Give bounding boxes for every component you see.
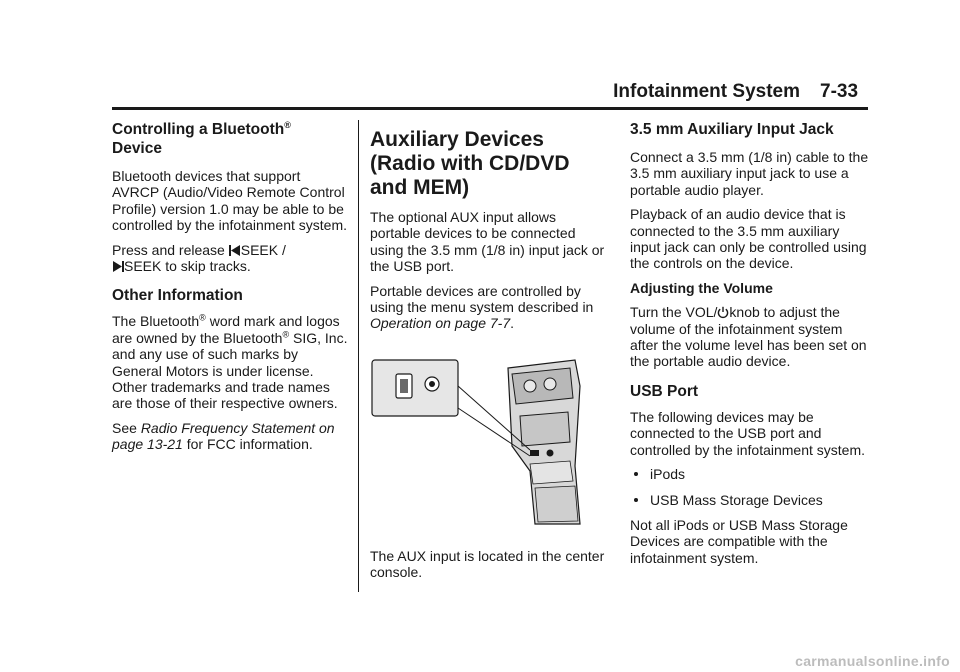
paragraph-avrcp: Bluetooth devices that support AVRCP (Audio/Video Remote Control Profile) version 1.0 may be able to be controlled by the infotainment system.: [112, 168, 348, 234]
header-rule: [112, 107, 868, 110]
heading-usb-port: USB Port: [630, 382, 699, 400]
paragraph-usb-devices: The following devices may be connected to the USB port and controlled by the infotainment system.: [630, 408, 866, 458]
seek-forward-icon: [112, 260, 124, 273]
paragraph-trademark: The Bluetooth® word mark and logos are owned by the Bluetooth® SIG, Inc. and any use of such marks by General Motors is under license. Other trademarks and trade names are those of their respective owners.: [112, 312, 348, 412]
column-2: [370, 120, 610, 589]
watermark: carmanualsonline.info: [795, 653, 950, 669]
column-divider: [358, 120, 359, 592]
list-item: iPods: [630, 466, 870, 482]
heading-controlling-bluetooth: Controlling a Bluetooth® Device: [112, 119, 291, 157]
page-number: 7-33: [820, 81, 859, 102]
label-adjusting-volume: Adjusting the Volume: [630, 279, 773, 296]
power-icon: [717, 306, 729, 319]
bullet-icon: [634, 498, 638, 502]
heading-other-information: Other Information: [112, 287, 243, 305]
link-radio-frequency[interactable]: Radio Frequency Statement on page 13-21: [112, 419, 335, 453]
paragraph-compatibility: Not all iPods or USB Mass Storage Devices are compatible with the infotainment system.: [630, 516, 848, 566]
paragraph-menu-system: Portable devices are controlled by using the menu system described in Operation on page 7-7.: [370, 282, 594, 332]
paragraph-aux-input: The optional AUX input allows portable devices to be connected using the 3.5 mm (1/8 in) input jack or the USB port.: [370, 209, 605, 275]
device-list: [630, 466, 870, 508]
heading-input-jack: 3.5 mm Auxiliary Input Jack: [630, 121, 834, 138]
paragraph-volume: Turn the VOL/ knob to adjust the volume of the infotainment system after the volume level has been set on the portable audio device.: [630, 304, 867, 370]
heading-auxiliary-devices: Auxiliary Devices (Radio with CD/DVD and MEM): [370, 128, 570, 199]
column-1: [112, 120, 350, 461]
seek-back-icon: [229, 244, 241, 257]
column-3: [630, 120, 870, 574]
caption-aux-location: The AUX input is located in the center console.: [370, 547, 605, 581]
paragraph-connect-cable: Connect a 3.5 mm (1/8 in) cable to the 3.5 mm auxiliary input jack to use a portable audio player.: [630, 149, 869, 198]
paragraph-seek: Press and release SEEK / SEEK to skip tracks.: [112, 241, 286, 275]
paragraph-fcc: See Radio Frequency Statement on page 13-21 for FCC information.: [112, 419, 335, 453]
center-console-illustration: [370, 346, 610, 536]
link-operation[interactable]: Operation on page 7-7: [370, 315, 511, 332]
list-item: USB Mass Storage Devices: [630, 492, 870, 508]
section-title: Infotainment System: [613, 81, 800, 102]
bullet-icon: [634, 472, 638, 476]
paragraph-playback: Playback of an audio device that is connected to the 3.5 mm auxiliary input jack can only be controlled using the controls on the device.: [630, 206, 867, 272]
